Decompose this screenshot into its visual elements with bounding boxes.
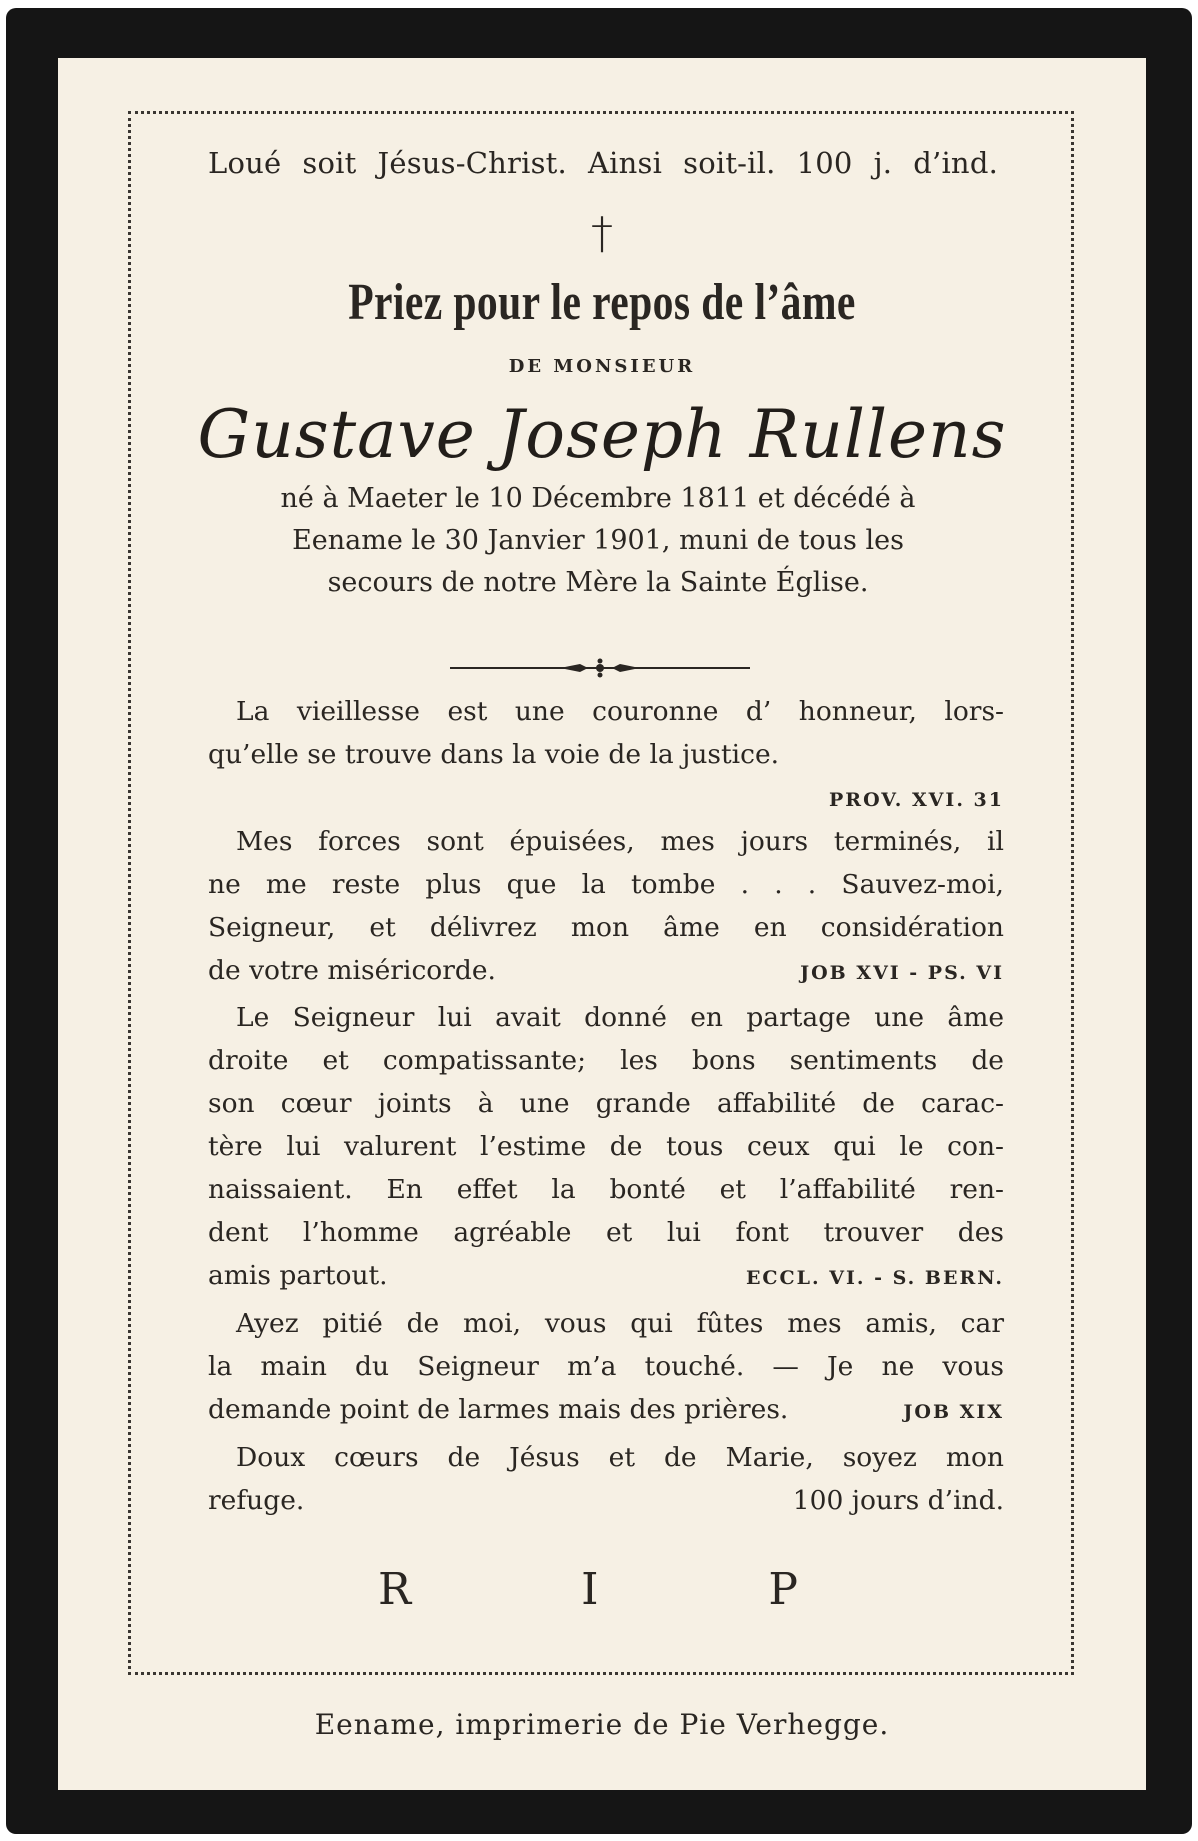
verse-line: ne me reste plus que la tombe . . . Sauvez-moi, <box>208 869 1004 900</box>
verse-line: naissaient. En effet la bonté et l’affabilité ren- <box>208 1174 1004 1205</box>
verse-line: Ayez pitié de moi, vous qui fûtes mes amis, car <box>236 1308 1004 1339</box>
verse-line: Doux cœurs de Jésus et de Marie, soyez mon <box>236 1442 1004 1473</box>
verse-ecclesiasticus <box>208 996 1004 1300</box>
verse-reference: PROV. XVI. 31 <box>829 789 1004 811</box>
indulgence-text: 100 j. d’ind. <box>796 146 998 180</box>
verse-reference: JOB XIX <box>903 1401 1004 1423</box>
biography <box>208 478 988 604</box>
memorial-card-paper <box>58 58 1146 1790</box>
memorial-card-border <box>6 8 1192 1834</box>
rip-letters <box>378 1564 798 1615</box>
ornament-divider <box>450 658 750 678</box>
verse-reference: JOB XVI - PS. VI <box>800 962 1004 984</box>
bio-line: Eename le 30 Janvier 1901, muni de tous les <box>292 525 904 556</box>
verse-job-psalms <box>208 820 1004 995</box>
rip-letter: R <box>378 1564 412 1615</box>
verse-proverbs <box>208 690 1004 822</box>
prayer-heading: Priez pour le repos de l’âme <box>348 274 856 331</box>
honorific: DE MONSIEUR <box>508 356 696 377</box>
verse-job-xix <box>208 1302 1004 1434</box>
printer-imprint: Eename, imprimerie de Pie Verhegge. <box>314 1708 890 1741</box>
indulgence-reference: 100 jours d’ind. <box>792 1485 1004 1516</box>
verse-line: refuge. <box>208 1485 305 1516</box>
bio-line: né à Maeter le 10 Décembre 1811 et décédé à <box>280 483 916 514</box>
verse-line: Le Seigneur lui avait donné en partage une âme <box>236 1002 1004 1033</box>
verse-line: son cœur joints à une grande affabilité de carac- <box>208 1088 1004 1119</box>
verse-line: la main du Seigneur m’a touché. — Je ne vous <box>208 1351 1004 1382</box>
verse-line: droite et compatissante; les bons sentiments de <box>208 1045 1004 1076</box>
amen-text: Ainsi soit-il. <box>588 146 776 180</box>
verse-line: amis partout. <box>208 1260 388 1291</box>
deceased-name: Gustave Joseph Rullens <box>197 396 1007 473</box>
verse-line: Mes forces sont épuisées, mes jours terminés, il <box>236 826 1004 857</box>
bio-line: secours de notre Mère la Sainte Église. <box>327 567 869 598</box>
verse-line: qu’elle se trouve dans la voie de la justice. <box>208 739 780 770</box>
cross-icon: † <box>591 208 613 259</box>
rip-letter: P <box>768 1564 798 1615</box>
verse-line: tère lui valurent l’estime de tous ceux qui le con- <box>208 1131 1004 1162</box>
verse-line: dent l’homme agréable et lui font trouver des <box>208 1217 1004 1248</box>
verse-reference: ECCL. VI. - S. BERN. <box>745 1267 1004 1289</box>
verse-line: La vieillesse est une couronne d’ honneur, lors- <box>236 696 1004 727</box>
verse-line: demande point de larmes mais des prières. <box>208 1394 789 1425</box>
invocation-line <box>208 146 998 180</box>
verse-line: de votre miséricorde. <box>208 955 496 986</box>
invocation-text: Loué soit Jésus-Christ. <box>208 146 567 180</box>
invocation-hearts <box>208 1436 1004 1522</box>
verse-line: Seigneur, et délivrez mon âme en considération <box>208 912 1004 943</box>
rip-letter: I <box>581 1564 599 1615</box>
